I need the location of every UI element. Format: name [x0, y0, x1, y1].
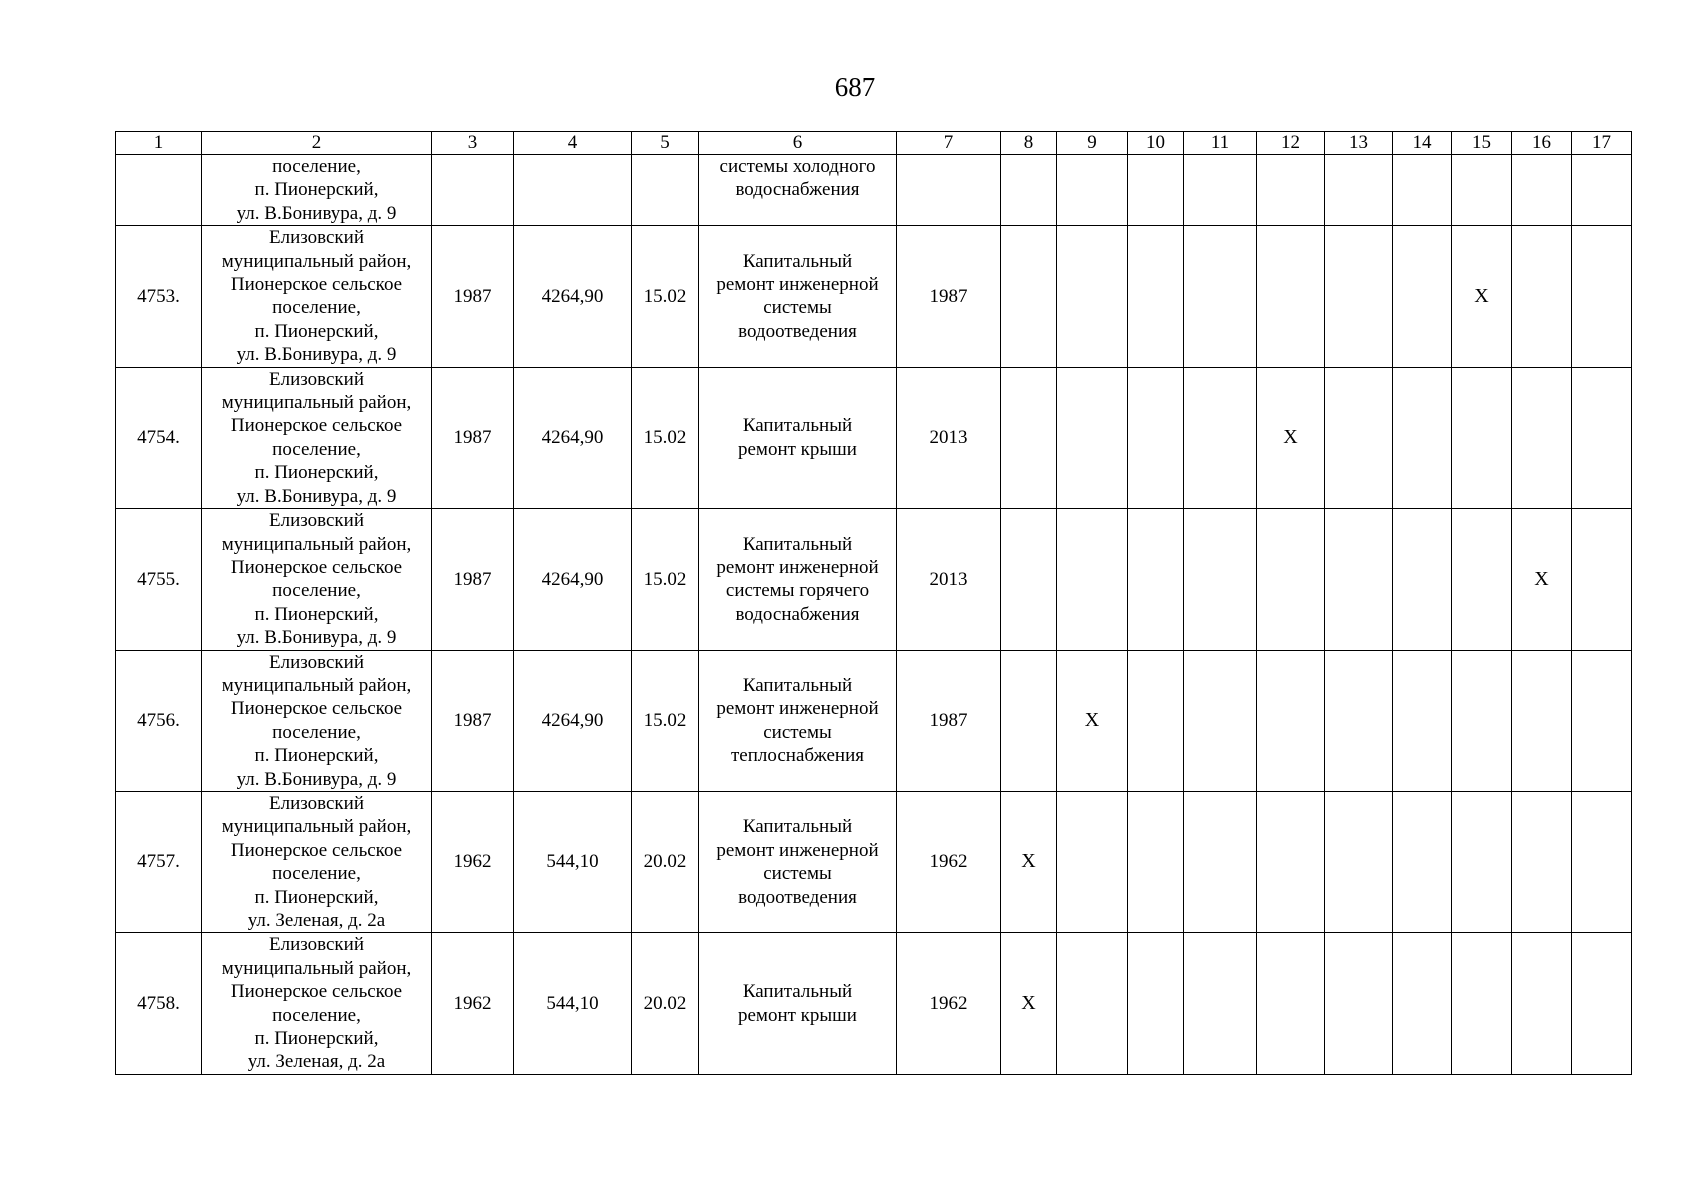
cell-build-year: 1962 [432, 933, 514, 1074]
cell-empty [1128, 933, 1184, 1074]
cell-empty [1001, 650, 1057, 791]
cell-empty [1184, 791, 1257, 932]
continuation-row [116, 155, 1632, 226]
cell-work: Капитальный ремонт инженерной системы водоотведения [699, 791, 897, 932]
cell-empty [116, 155, 202, 226]
cell-empty [1572, 367, 1632, 508]
cell-address: Елизовский муниципальный район, Пионерское сельское поселение, п. Пионерский, ул. Зеленая, д. 2а [202, 791, 432, 932]
cell-empty [1184, 226, 1257, 367]
column-header: 16 [1512, 132, 1572, 155]
column-number-row [116, 132, 1632, 155]
cell-area: 4264,90 [514, 367, 632, 508]
cell-wear: 20.02 [632, 791, 699, 932]
cell-address: поселение, п. Пионерский, ул. В.Бонивура, д. 9 [202, 155, 432, 226]
capital-repair-table [115, 131, 1632, 1075]
cell-empty [1128, 367, 1184, 508]
cell-number: 4757. [116, 791, 202, 932]
column-header: 8 [1001, 132, 1057, 155]
cell-work-year: 1962 [897, 933, 1001, 1074]
cell-empty [1512, 791, 1572, 932]
cell-address: Елизовский муниципальный район, Пионерское сельское поселение, п. Пионерский, ул. В.Бонивура, д. 9 [202, 509, 432, 650]
cell-address: Елизовский муниципальный район, Пионерское сельское поселение, п. Пионерский, ул. В.Бонивура, д. 9 [202, 226, 432, 367]
column-header: 14 [1393, 132, 1452, 155]
cell-work: Капитальный ремонт инженерной системы горячего водоснабжения [699, 509, 897, 650]
cell-empty [1257, 650, 1325, 791]
cell-empty [1452, 509, 1512, 650]
cell-empty [1572, 650, 1632, 791]
cell-mark: X [1512, 509, 1572, 650]
cell-empty [1325, 650, 1393, 791]
cell-empty [514, 155, 632, 226]
cell-empty [1128, 509, 1184, 650]
cell-wear: 15.02 [632, 509, 699, 650]
cell-empty [1572, 226, 1632, 367]
cell-empty [1512, 226, 1572, 367]
table-row [116, 367, 1632, 508]
cell-area: 544,10 [514, 791, 632, 932]
cell-empty [1057, 933, 1128, 1074]
cell-area: 4264,90 [514, 650, 632, 791]
column-header: 9 [1057, 132, 1128, 155]
column-header: 17 [1572, 132, 1632, 155]
cell-empty [1257, 791, 1325, 932]
cell-empty [1572, 155, 1632, 226]
cell-empty [1184, 933, 1257, 1074]
column-header: 5 [632, 132, 699, 155]
column-header: 12 [1257, 132, 1325, 155]
cell-number: 4753. [116, 226, 202, 367]
cell-empty [1184, 367, 1257, 508]
cell-empty [1572, 791, 1632, 932]
table-row [116, 791, 1632, 932]
cell-build-year: 1987 [432, 367, 514, 508]
cell-wear: 15.02 [632, 226, 699, 367]
cell-empty [1057, 509, 1128, 650]
table-row [116, 226, 1632, 367]
cell-empty [1325, 367, 1393, 508]
cell-empty [1325, 155, 1393, 226]
cell-empty [1452, 791, 1512, 932]
cell-empty [1001, 509, 1057, 650]
cell-mark: X [1057, 650, 1128, 791]
cell-work-year: 1962 [897, 791, 1001, 932]
cell-work: Капитальный ремонт крыши [699, 367, 897, 508]
column-header: 13 [1325, 132, 1393, 155]
column-header: 10 [1128, 132, 1184, 155]
cell-empty [1512, 933, 1572, 1074]
cell-empty [1257, 226, 1325, 367]
cell-empty [1572, 933, 1632, 1074]
cell-empty [1257, 509, 1325, 650]
cell-work-year: 1987 [897, 650, 1001, 791]
cell-empty [1001, 155, 1057, 226]
cell-build-year: 1987 [432, 226, 514, 367]
cell-empty [1257, 933, 1325, 1074]
cell-empty [1452, 933, 1512, 1074]
column-header: 11 [1184, 132, 1257, 155]
cell-empty [1325, 933, 1393, 1074]
column-header: 4 [514, 132, 632, 155]
cell-work-year: 1987 [897, 226, 1001, 367]
cell-address: Елизовский муниципальный район, Пионерское сельское поселение, п. Пионерский, ул. В.Бонивура, д. 9 [202, 650, 432, 791]
cell-empty [1128, 226, 1184, 367]
cell-empty [1057, 226, 1128, 367]
cell-mark: X [1257, 367, 1325, 508]
cell-empty [1512, 650, 1572, 791]
cell-empty [1184, 155, 1257, 226]
cell-build-year: 1987 [432, 509, 514, 650]
cell-empty [1057, 791, 1128, 932]
column-header: 7 [897, 132, 1001, 155]
cell-empty [1001, 226, 1057, 367]
cell-empty [1057, 155, 1128, 226]
page-number: 687 [834, 72, 876, 102]
cell-wear: 15.02 [632, 367, 699, 508]
cell-number: 4754. [116, 367, 202, 508]
cell-empty [1184, 650, 1257, 791]
cell-number: 4758. [116, 933, 202, 1074]
column-header: 3 [432, 132, 514, 155]
cell-work: системы холодного водоснабжения [699, 155, 897, 226]
cell-mark: X [1452, 226, 1512, 367]
cell-mark: X [1001, 933, 1057, 1074]
cell-number: 4756. [116, 650, 202, 791]
cell-empty [1393, 650, 1452, 791]
cell-work-year: 2013 [897, 367, 1001, 508]
column-header: 15 [1452, 132, 1512, 155]
cell-empty [432, 155, 514, 226]
cell-build-year: 1987 [432, 650, 514, 791]
cell-empty [1184, 509, 1257, 650]
cell-area: 4264,90 [514, 509, 632, 650]
cell-empty [1325, 791, 1393, 932]
cell-empty [1325, 226, 1393, 367]
cell-empty [1452, 650, 1512, 791]
cell-wear: 20.02 [632, 933, 699, 1074]
column-header: 2 [202, 132, 432, 155]
table-row [116, 650, 1632, 791]
column-header: 6 [699, 132, 897, 155]
cell-empty [1393, 226, 1452, 367]
cell-work: Капитальный ремонт инженерной системы водоотведения [699, 226, 897, 367]
cell-empty [897, 155, 1001, 226]
cell-address: Елизовский муниципальный район, Пионерское сельское поселение, п. Пионерский, ул. Зеленая, д. 2а [202, 933, 432, 1074]
cell-empty [1512, 155, 1572, 226]
table-row [116, 509, 1632, 650]
cell-empty [632, 155, 699, 226]
cell-empty [1057, 367, 1128, 508]
cell-empty [1452, 155, 1512, 226]
cell-empty [1393, 155, 1452, 226]
cell-work: Капитальный ремонт крыши [699, 933, 897, 1074]
cell-area: 4264,90 [514, 226, 632, 367]
cell-empty [1393, 367, 1452, 508]
cell-empty [1128, 791, 1184, 932]
cell-empty [1257, 155, 1325, 226]
cell-area: 544,10 [514, 933, 632, 1074]
cell-number: 4755. [116, 509, 202, 650]
cell-empty [1393, 791, 1452, 932]
cell-empty [1001, 367, 1057, 508]
cell-empty [1128, 650, 1184, 791]
cell-build-year: 1962 [432, 791, 514, 932]
cell-wear: 15.02 [632, 650, 699, 791]
column-header: 1 [116, 132, 202, 155]
cell-empty [1572, 509, 1632, 650]
cell-work-year: 2013 [897, 509, 1001, 650]
table-row [116, 933, 1632, 1074]
cell-empty [1393, 933, 1452, 1074]
cell-empty [1128, 155, 1184, 226]
cell-address: Елизовский муниципальный район, Пионерское сельское поселение, п. Пионерский, ул. В.Бонивура, д. 9 [202, 367, 432, 508]
cell-empty [1393, 509, 1452, 650]
cell-empty [1512, 367, 1572, 508]
cell-work: Капитальный ремонт инженерной системы теплоснабжения [699, 650, 897, 791]
cell-mark: X [1001, 791, 1057, 932]
cell-empty [1325, 509, 1393, 650]
cell-empty [1452, 367, 1512, 508]
